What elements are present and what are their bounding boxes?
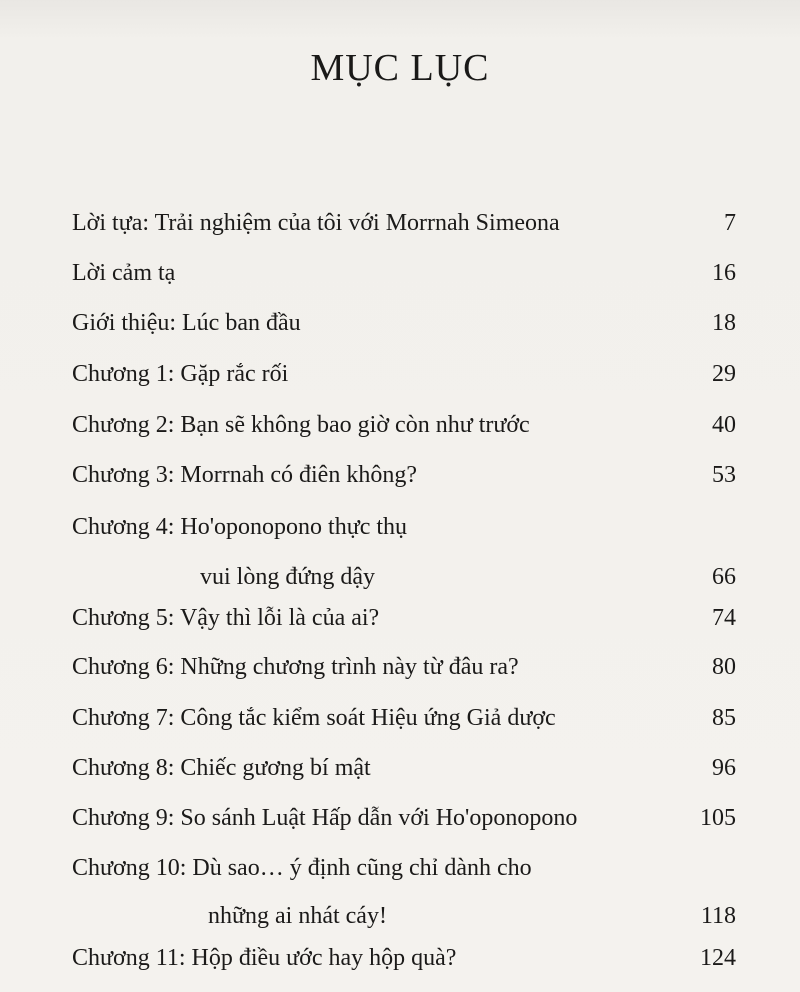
toc-entry-page: 29: [712, 361, 736, 387]
toc-entry: [72, 652, 736, 682]
toc-entry-page: 118: [700, 903, 736, 929]
toc-entry: [72, 753, 736, 783]
toc-entry-label-continued: những ai nhát cáy!: [208, 903, 387, 929]
toc-entry-label: Chương 3: Morrnah có điên không?: [72, 462, 417, 488]
toc-entry-label-continued: vui lòng đứng dậy: [200, 564, 375, 590]
toc-entry: [72, 258, 736, 288]
toc-entry-label: Chương 10: Dù sao… ý định cũng chỉ dành cho: [72, 855, 532, 881]
page-title: MỤC LỤC: [310, 47, 490, 89]
toc-entry: [72, 460, 736, 490]
toc-entry-label: Chương 5: Vậy thì lỗi là của ai?: [72, 605, 380, 631]
toc-entry-label: Chương 4: Ho'oponopono thực thụ: [72, 514, 408, 540]
toc-entry-page: 18: [712, 310, 736, 336]
toc-entry: [72, 410, 736, 440]
toc-entry: [72, 853, 736, 931]
toc-entry-page: 74: [712, 605, 736, 631]
toc-entry: [72, 603, 736, 633]
toc-entry-page: 53: [712, 462, 736, 488]
toc-entry-label: Lời tựa: Trải nghiệm của tôi với Morrnah Simeona: [72, 210, 560, 236]
toc-entry-label: Chương 6: Những chương trình này từ đâu ra?: [72, 654, 519, 680]
toc-entry: [72, 512, 736, 592]
toc-entry-label: Chương 9: So sánh Luật Hấp dẫn với Ho'oponopono: [72, 805, 578, 831]
toc-entry-label: Lời cảm tạ: [72, 260, 176, 286]
toc-entry: [72, 359, 736, 389]
toc-entry-page: 80: [712, 654, 736, 680]
toc-entry-label: Chương 8: Chiếc gương bí mật: [72, 755, 371, 781]
toc-entry-label: Giới thiệu: Lúc ban đầu: [72, 310, 301, 336]
toc-entry: [72, 943, 736, 973]
toc-entry-page: 7: [724, 210, 736, 236]
toc-entry-page: 16: [712, 260, 736, 286]
toc-entry-page: 40: [712, 412, 736, 438]
toc-entry-page: 66: [712, 564, 736, 590]
toc-entry: [72, 703, 736, 733]
toc-entry: [72, 208, 736, 238]
toc-entry-page: 105: [700, 805, 736, 831]
toc-entry-page: 85: [712, 705, 736, 731]
toc-entry-label: Chương 7: Công tắc kiểm soát Hiệu ứng Giả dược: [72, 705, 556, 731]
toc-entry: [72, 803, 736, 833]
toc-entry-label: Chương 2: Bạn sẽ không bao giờ còn như trước: [72, 412, 530, 438]
toc-entry-label: Chương 11: Hộp điều ước hay hộp quà?: [72, 945, 457, 971]
toc-entry-page: 124: [700, 945, 736, 971]
toc-entry-page: 96: [712, 755, 736, 781]
toc-entry-label: Chương 1: Gặp rắc rối: [72, 361, 289, 387]
toc-entry: [72, 308, 736, 338]
